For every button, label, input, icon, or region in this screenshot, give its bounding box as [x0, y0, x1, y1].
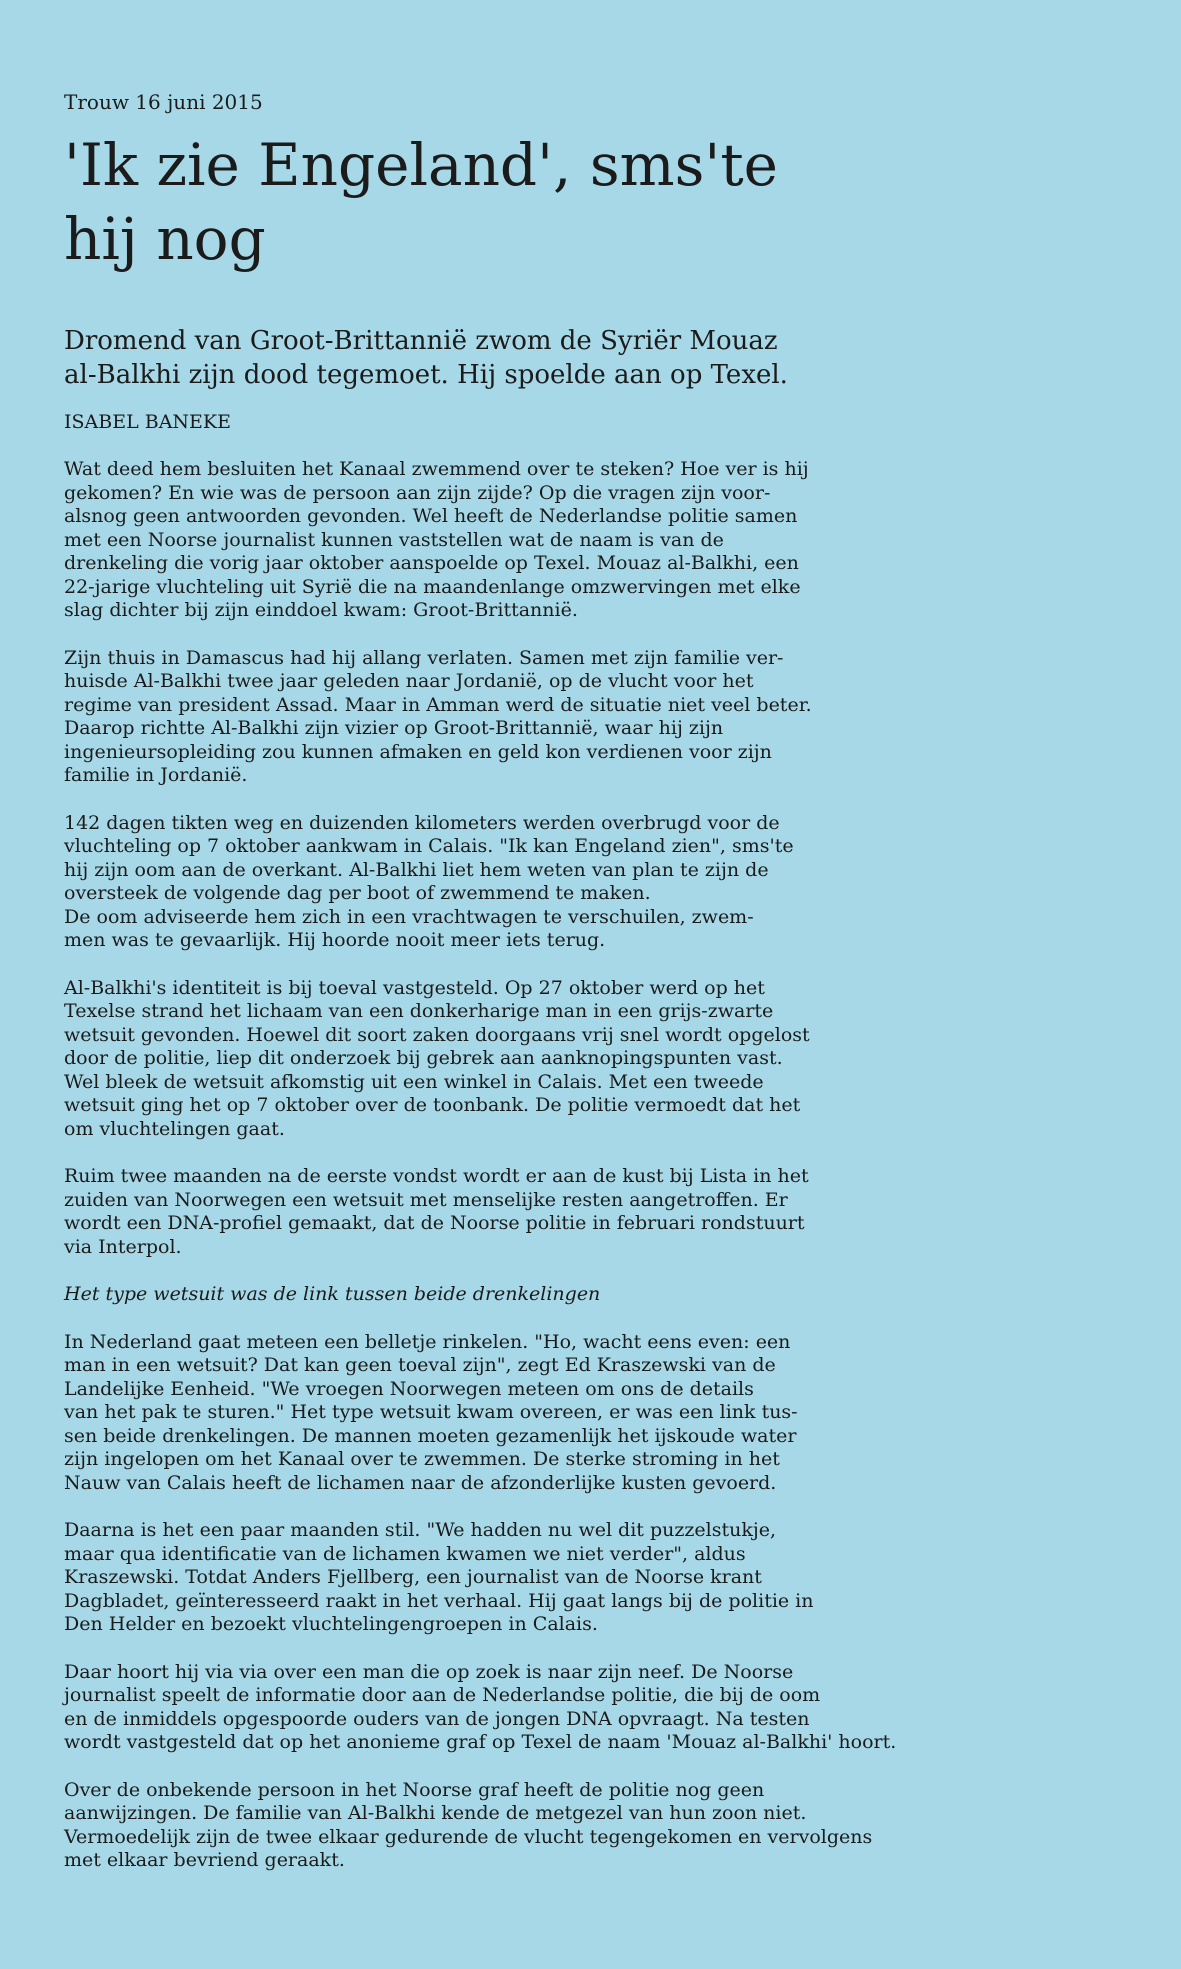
paragraph-line: zuiden van Noorwegen een wetsuit met menselijke resten aangetroffen. Er — [64, 1188, 788, 1211]
paragraph-line: alsnog geen antwoorden gevonden. Wel heeft de Nederlandse politie samen — [64, 505, 798, 527]
headline-line: 'Ik zie Engeland', sms'te — [64, 131, 778, 199]
paragraph-line: wetsuit gevonden. Hoewel dit soort zaken doorgaans vrij snel wordt opgelost — [64, 1023, 810, 1046]
paragraph — [64, 1331, 1164, 1496]
lead-line: Dromend van Groot-Brittannië zwom de Syriër Mouaz — [64, 326, 778, 356]
source-date: Trouw 16 juni 2015 — [64, 90, 263, 114]
headline — [64, 128, 824, 276]
paragraph-line: Wel bleek de wetsuit afkomstig uit een winkel in Calais. Met een tweede — [64, 1070, 764, 1093]
subheading: Het type wetsuit was de link tussen beide drenkelingen — [64, 1283, 601, 1305]
paragraph-line: Texelse strand het lichaam van een donkerharige man in een grijs-zwarte — [64, 1000, 774, 1022]
paragraph-line: Daar hoort hij via via over een man die op zoek is naar zijn neef. De Noorse — [64, 1660, 794, 1683]
headline-line: hij nog — [64, 205, 266, 273]
paragraph-line: In Nederland gaat meteen een belletje rinkelen. "Ho, wacht eens even: een — [64, 1330, 791, 1353]
paragraph-line: zijn ingelopen om het Kanaal over te zwemmen. De sterke stroming in het — [64, 1448, 780, 1470]
paragraph-line: met een Noorse journalist kunnen vaststellen wat de naam is van de — [64, 528, 724, 551]
paragraph-line: maar qua identificatie van de lichamen kwamen we niet verder", aldus — [64, 1542, 746, 1565]
lead-line: al-Balkhi zijn dood tegemoet. Hij spoelde aan op Texel. — [64, 360, 788, 390]
paragraph-line: wordt een DNA-profiel gemaakt, dat de Noorse politie in februari rondstuurt — [64, 1212, 805, 1234]
lead — [64, 324, 1164, 392]
paragraph — [64, 1519, 1164, 1637]
paragraph-line: door de politie, liep dit onderzoek bij gebrek aan aanknopingspunten vast. — [64, 1047, 783, 1069]
paragraph-line: slag dichter bij zijn einddoel kwam: Groot-Brittannië. — [64, 599, 578, 621]
paragraph-line: Den Helder en bezoekt vluchtelingengroepen in Calais. — [64, 1613, 598, 1635]
paragraph-line: Over de onbekende persoon in het Noorse graf heeft de politie nog geen — [64, 1778, 765, 1801]
paragraph — [64, 1661, 1164, 1755]
paragraph-line: Nauw van Calais heeft de lichamen naar de afzonderlijke kusten gevoerd. — [64, 1471, 777, 1494]
paragraph-line: Wat deed hem besluiten het Kanaal zwemmend over te steken? Hoe ver is hij — [64, 458, 809, 480]
paragraph-line: met elkaar bevriend geraakt. — [64, 1849, 345, 1871]
paragraph-line: 22-jarige vluchteling uit Syrië die na maandenlange omzwervingen met elke — [64, 575, 801, 598]
paragraph-line: wordt vastgesteld dat op het anonieme graf op Texel de naam 'Mouaz al-Balkhi' hoort. — [64, 1731, 897, 1753]
paragraph-line: huisde Al-Balkhi twee jaar geleden naar Jordanië, op de vlucht voor het — [64, 670, 754, 692]
paragraph-line: familie in Jordanië. — [64, 764, 248, 786]
paragraph-line: De oom adviseerde hem zich in een vrachtwagen te verschuilen, zwem- — [64, 905, 754, 928]
paragraph-line: Al-Balkhi's identiteit is bij toeval vastgesteld. Op 27 oktober werd op het — [64, 976, 765, 999]
paragraph — [64, 977, 1164, 1142]
paragraph-line: journalist speelt de informatie door aan de Nederlandse politie, die bij de oom — [64, 1684, 821, 1706]
paragraph-line: Vermoedelijk zijn de twee elkaar gedurende de vlucht tegengekomen en vervolgens — [64, 1825, 873, 1848]
paragraph-line: aanwijzingen. De familie van Al-Balkhi kende de metgezel van hun zoon niet. — [64, 1802, 807, 1824]
paragraph-line: om vluchtelingen gaat. — [64, 1117, 285, 1140]
paragraph-line: regime van president Assad. Maar in Amman werd de situatie niet veel beter. — [64, 693, 812, 716]
paragraph — [64, 812, 1164, 953]
paragraph-line: Landelijke Eenheid. "We vroegen Noorwegen meteen om ons de details — [64, 1377, 754, 1400]
paragraph-line: hij zijn oom aan de overkant. Al-Balkhi liet hem weten van plan te zijn de — [64, 858, 769, 881]
article-body-part-2 — [64, 1331, 1164, 1873]
paragraph — [64, 647, 1164, 788]
paragraph-line: men was te gevaarlijk. Hij hoorde nooit meer iets terug. — [64, 929, 606, 951]
paragraph-line: gekomen? En wie was de persoon aan zijn zijde? Op die vragen zijn voor- — [64, 481, 771, 504]
paragraph-line: 142 dagen tikten weg en duizenden kilometers werden overbrugd voor de — [64, 811, 780, 834]
paragraph — [64, 1779, 1164, 1873]
paragraph-line: wetsuit ging het op 7 oktober over de toonbank. De politie vermoedt dat het — [64, 1094, 801, 1116]
paragraph — [64, 1165, 1164, 1259]
paragraph-line: oversteek de volgende dag per boot of zwemmend te maken. — [64, 882, 651, 904]
paragraph-line: Dagbladet, geïnteresseerd raakt in het verhaal. Hij gaat langs bij de politie in — [64, 1589, 814, 1612]
paragraph-line: en de inmiddels opgespoorde ouders van de jongen DNA opvraagt. Na testen — [64, 1707, 810, 1730]
paragraph-line: via Interpol. — [64, 1235, 182, 1258]
paragraph-line: Ruim twee maanden na de eerste vondst wordt er aan de kust bij Lista in het — [64, 1165, 809, 1187]
paragraph-line: Daarop richtte Al-Balkhi zijn vizier op Groot-Brittannië, waar hij zijn — [64, 717, 724, 739]
article-body-part-1 — [64, 458, 1164, 1259]
paragraph-line: van het pak te sturen." Het type wetsuit kwam overeen, er was een link tus- — [64, 1401, 798, 1423]
paragraph — [64, 458, 1164, 623]
paragraph-line: sen beide drenkelingen. De mannen moeten gezamenlijk het ijskoude water — [64, 1424, 797, 1447]
byline: ISABEL BANEKE — [64, 411, 231, 433]
paragraph-line: ingenieursopleiding zou kunnen afmaken en geld kon verdienen voor zijn — [64, 740, 772, 763]
paragraph-line: man in een wetsuit? Dat kan geen toeval zijn", zegt Ed Kraszewski van de — [64, 1354, 776, 1376]
paragraph-line: Kraszewski. Totdat Anders Fjellberg, een journalist van de Noorse krant — [64, 1566, 762, 1588]
paragraph-line: drenkeling die vorig jaar oktober aanspoelde op Texel. Mouaz al-Balkhi, een — [64, 552, 799, 574]
paragraph-line: Zijn thuis in Damascus had hij allang verlaten. Samen met zijn familie ver- — [64, 646, 784, 669]
paragraph-line: Daarna is het een paar maanden stil. "We hadden nu wel dit puzzelstukje, — [64, 1519, 777, 1541]
paragraph-line: vluchteling op 7 oktober aankwam in Calais. "Ik kan Engeland zien", sms'te — [64, 835, 794, 857]
